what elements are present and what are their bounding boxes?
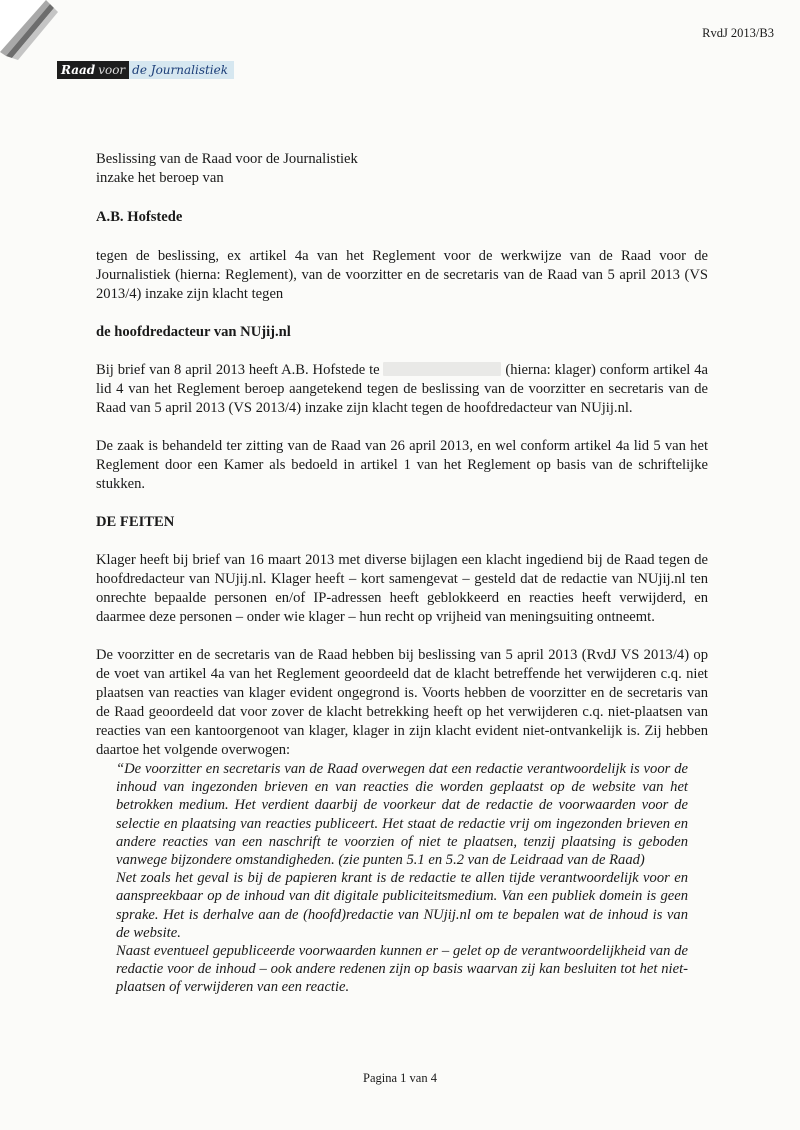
against-paragraph: tegen de beslissing, ex artikel 4a van het Reglement voor de werkwijze van de Raad voor de Journalistiek (hierna: Reglement), van de voorzitter en de secretaris van de Raad van 5 april 2013 (VS 2013/4) inzake zijn klacht tegen <box>96 248 708 302</box>
decision-paragraph: De voorzitter en de secretaris van de Raad hebben bij beslissing van 5 april 2013 (RvdJ VS 2013/4) op de voet van artikel 4a van het Reglement geoordeeld dat de klacht betreffende het verwijderen c.q. niet plaatsen van reacties van klager evident ongegrond is. Voorts hebben de voorzitter en de secretaris van de Raad geoordeeld dat voor zover de klacht betrekking heeft op het verwijderen c.q. niet-plaatsen van reacties van een kantoorgenoot van klager, klager in zijn klacht evident niet-ontvankelijk is. Zij hebben daartoe het volgende overwogen: <box>96 647 708 758</box>
section-heading-feiten: DE FEITEN <box>96 514 175 530</box>
quote-paragraph-1: “De voorzitter en secretaris van de Raad overwegen dat een redactie verantwoordelijk is voor de inhoud van ingezonden brieven en van reacties die worden geplaatst op de website van het betrokken medium. Het verdient daarbij de voorkeur dat de redactie de voorwaarden voor de selectie en plaatsing van reacties publiceert. Het staat de redactie vrij om ingezonden brieven en andere reacties van een naschrift te voorzien of niet te plaatsen, tenzij plaatsing is geboden vanwege bijzondere omstandigheden. (zie punten 5.1 en 5.2 van de Leidraad van de Raad) <box>116 761 688 869</box>
appeal-text-start: Bij brief van 8 april 2013 heeft A.B. Hofstede te <box>96 362 384 378</box>
appeal-paragraph <box>96 361 708 418</box>
document-body <box>96 150 708 997</box>
logo-word-raad: Raad <box>61 63 96 77</box>
logo-word-journalistiek: de Journalistiek <box>129 61 234 79</box>
appeal-text-end: (hierna: klager) conform artikel 4a lid 4 van het Reglement beroep aangetekend tegen de beslissing van de voorzitter en secretaris van de Raad van 5 april 2013 (VS 2013/4) inzake zijn klacht tegen de hoofdredacteur van NUjij.nl. <box>96 362 708 416</box>
appellant-name: A.B. Hofstede <box>96 209 183 225</box>
respondent-name: de hoofdredacteur van NUjij.nl <box>96 324 291 340</box>
logo-word-voor: voor <box>98 63 126 77</box>
hearing-paragraph: De zaak is behandeld ter zitting van de Raad van 26 april 2013, en wel conform artikel 4a lid 5 van het Reglement door een Kamer als bedoeld in artikel 1 van het Reglement op basis van de schriftelijke stukken. <box>96 438 708 492</box>
complaint-paragraph: Klager heeft bij brief van 16 maart 2013 met diverse bijlagen een klacht ingediend bij de Raad tegen de hoofdredacteur van NUjij.nl. Klager heeft – kort samengevat – gesteld dat de redactie van NUjij.nl ten onrechte bepaalde personen en/of IP-adressen heeft geblokkeerd en reacties heeft verwijderd, en daarmee deze personen – onder wie klager – hun recht op vrijheid van meningsuiting ontneemt. <box>96 552 708 625</box>
raad-logo <box>57 61 234 79</box>
quote-paragraph-3: Naast eventueel gepubliceerde voorwaarden kunnen er – gelet op de verantwoordelijkheid van de redactie voor de inhoud – ook andere redenen zijn op basis waarvan zij kan besluiten tot het niet-plaatsen of verwijderen van een reactie. <box>116 943 688 996</box>
quoted-considerations <box>116 760 688 997</box>
page-number: Pagina 1 van 4 <box>363 1071 437 1085</box>
quote-paragraph-2: Net zoals het geval is bij de papieren krant is de redactie te allen tijde verantwoordelijk voor en aanspreekbaar op de inhoud van dit digitale publiciteitsmedium. Van een publiek domein is geen sprake. Het is derhalve aan de (hoofd)redactie van NUjij.nl om te bepalen wat de inhoud is van de website. <box>116 870 688 941</box>
logo-dark-part <box>57 61 129 79</box>
intro-line-2: inzake het beroep van <box>96 170 224 186</box>
folded-corner <box>0 0 60 60</box>
redacted-location <box>383 362 501 376</box>
document-reference: RvdJ 2013/B3 <box>702 26 774 40</box>
intro-line-1: Beslissing van de Raad voor de Journalistiek <box>96 151 358 167</box>
